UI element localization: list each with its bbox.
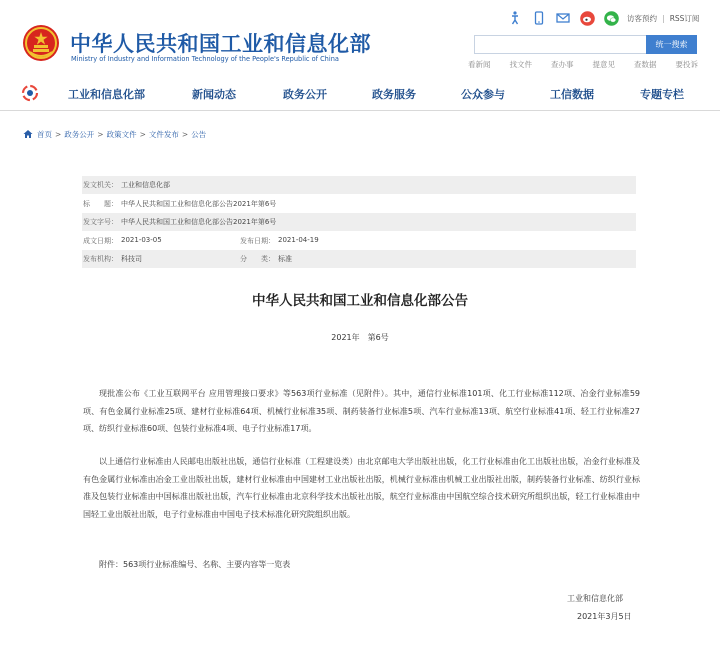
breadcrumb-separator-icon: > bbox=[181, 129, 189, 139]
meta-subject: 中华人民共和国工业和信息化部公告2021年第6号 bbox=[121, 199, 277, 208]
weibo-icon[interactable] bbox=[579, 10, 595, 26]
national-emblem-icon[interactable] bbox=[22, 24, 60, 62]
mail-icon[interactable] bbox=[555, 10, 571, 26]
quick-links bbox=[468, 59, 698, 70]
breadcrumb-policy-documents[interactable]: 政策文件 bbox=[106, 129, 137, 139]
nav-item-home[interactable]: 工业和信息化部 bbox=[68, 88, 145, 101]
main-nav bbox=[0, 80, 720, 108]
meta-label: 分 类： bbox=[240, 255, 275, 263]
wechat-icon[interactable] bbox=[603, 10, 619, 26]
home-icon bbox=[23, 129, 33, 139]
article-signature: 工业和信息化部 bbox=[567, 594, 623, 603]
breadcrumb-government-affairs[interactable]: 政务公开 bbox=[64, 129, 95, 139]
nav-item-public-participation[interactable]: 公众参与 bbox=[461, 88, 505, 101]
nav-item-topics[interactable]: 专题专栏 bbox=[640, 88, 684, 101]
meta-label: 标 题： bbox=[83, 199, 118, 208]
meta-label: 发布机构： bbox=[83, 255, 118, 263]
nav-item-services[interactable]: 政务服务 bbox=[372, 88, 416, 101]
meta-row-subject bbox=[82, 195, 636, 214]
meta-category: 标准 bbox=[278, 255, 292, 263]
accessibility-icon[interactable] bbox=[507, 10, 523, 26]
search-input[interactable] bbox=[474, 35, 646, 54]
nav-item-government-affairs[interactable]: 政务公开 bbox=[283, 88, 327, 101]
breadcrumb-separator-icon: > bbox=[139, 129, 146, 139]
meta-row-docno bbox=[82, 213, 636, 232]
article-number: 2021年 第6号 bbox=[331, 333, 389, 342]
meta-label: 发布日期： bbox=[240, 236, 275, 245]
site-header bbox=[0, 0, 720, 72]
visit-appointment-link[interactable]: 访客预约 bbox=[627, 13, 657, 23]
quick-link-news[interactable]: 看新闻 bbox=[468, 60, 491, 69]
meta-org: 科技司 bbox=[121, 255, 142, 263]
meta-row-issuer bbox=[82, 176, 636, 195]
search-button[interactable]: 统一搜索 bbox=[646, 35, 697, 54]
document-meta-table bbox=[82, 176, 636, 269]
breadcrumb bbox=[23, 128, 206, 140]
breadcrumb-home[interactable]: 首页 bbox=[37, 129, 52, 139]
quick-link-data[interactable]: 查数据 bbox=[634, 60, 657, 69]
nav-divider bbox=[0, 110, 720, 111]
breadcrumb-separator-icon: > bbox=[97, 129, 104, 139]
meta-issuer: 工业和信息化部 bbox=[121, 181, 170, 189]
meta-row-dates bbox=[82, 232, 636, 251]
quick-link-complaint[interactable]: 要投诉 bbox=[675, 60, 698, 69]
site-title[interactable]: 中华人民共和国工业和信息化部 bbox=[70, 32, 371, 56]
quick-link-feedback[interactable]: 提意见 bbox=[592, 60, 615, 69]
meta-label: 发文机关： bbox=[83, 181, 118, 189]
meta-published-date: 2021-04-19 bbox=[278, 235, 319, 244]
meta-label: 发文字号： bbox=[83, 218, 118, 226]
breadcrumb-separator-icon: > bbox=[55, 129, 62, 139]
meta-created-date: 2021-03-05 bbox=[121, 235, 162, 244]
rss-link[interactable]: RSS订阅 bbox=[669, 13, 700, 23]
quick-link-files[interactable]: 找文件 bbox=[509, 60, 532, 69]
quick-link-services[interactable]: 查办事 bbox=[551, 60, 574, 69]
nav-item-news[interactable]: 新闻动态 bbox=[192, 88, 236, 101]
toolbar-separator: | bbox=[662, 13, 665, 23]
meta-label: 成文日期： bbox=[83, 236, 118, 245]
attachment-link[interactable]: 附件：563项行业标准编号、名称、主要内容等一览表 bbox=[99, 560, 291, 569]
breadcrumb-announcement[interactable]: 公告 bbox=[191, 129, 207, 139]
article-date: 2021年3月5日 bbox=[577, 612, 632, 621]
mobile-icon[interactable] bbox=[531, 10, 547, 26]
nav-item-data[interactable]: 工信数据 bbox=[550, 88, 594, 101]
toolbar bbox=[507, 10, 699, 26]
site-subtitle: Ministry of Industry and Information Technology of the People's Republic of China bbox=[71, 55, 339, 63]
ministry-logo-icon[interactable] bbox=[21, 84, 39, 102]
article-paragraph: 现批准公布《工业互联网平台 应用管理接口要求》等563项行业标准（见附件）。其中，通信行业标准101项、化工行业标准112项、冶金行业标准59项、有色金属行业标准25项、建材行业标准64项、机械行业标准35项、制药装备行业标准5项、汽车行业标准13项、航空行业标准41项、轻工行业标准27项、纺织行业标准60项、包装行业标准4项、电子行业标准17项。 bbox=[83, 389, 640, 433]
article-paragraph: 以上通信行业标准由人民邮电出版社出版，通信行业标准（工程建设类）由北京邮电大学出版社出版，化工行业标准由化工出版社出版，冶金行业标准及有色金属行业标准由冶金工业出版社出版，建材行业标准由中国建材工业出版社出版，机械行业标准由机械工业出版社出版，制药装备行业标准、纺织行业标准及包装行业标准由中国标准出版社出版，汽车行业标准由北京科学技术出版社出版，航空行业标准由中国航空综合技术研究所组织出版，轻工行业标准由中国轻工业出版社出版，电子行业标准由中国电子技术标准化研究院组织出版。 bbox=[83, 457, 640, 519]
meta-row-org bbox=[82, 250, 636, 269]
meta-docno: 中华人民共和国工业和信息化部公告2021年第6号 bbox=[121, 218, 277, 226]
article-title: 中华人民共和国工业和信息化部公告 bbox=[252, 293, 468, 309]
breadcrumb-file-release[interactable]: 文件发布 bbox=[148, 129, 179, 139]
